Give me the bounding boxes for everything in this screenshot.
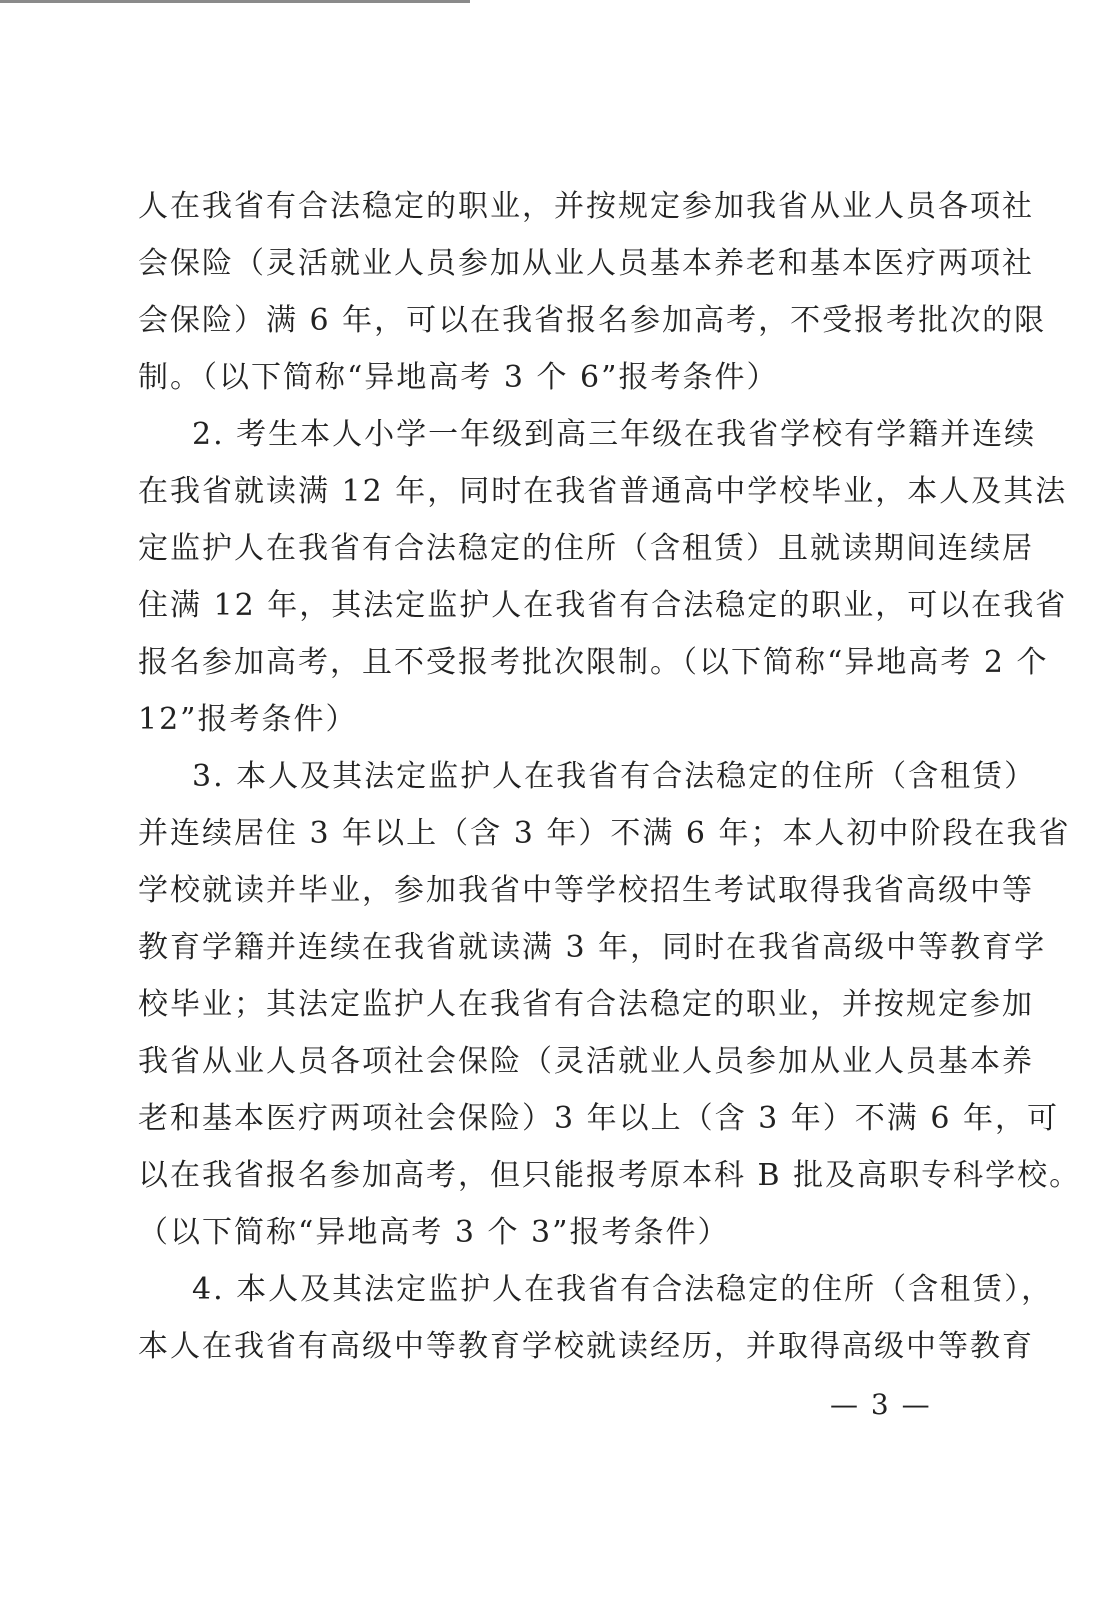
text-line: 会保险（灵活就业人员参加从业人员基本养老和基本医疗两项社: [138, 246, 1034, 281]
text-line: （以下简称“异地高考 3 个 3”报考条件）: [138, 1215, 730, 1250]
item-3-first-line: 3. 本人及其法定监护人在我省有合法稳定的住所（含租赁）: [192, 759, 1037, 794]
item-2-first-line: 2. 考生本人小学一年级到高三年级在我省学校有学籍并连续: [192, 417, 1037, 452]
text-line: 校毕业；其法定监护人在我省有合法稳定的职业，并按规定参加: [138, 987, 1034, 1022]
text-line: 人在我省有合法稳定的职业，并按规定参加我省从业人员各项社: [138, 189, 1034, 224]
text-line: 12”报考条件）: [138, 702, 358, 737]
text-line: 教育学籍并连续在我省就读满 3 年，同时在我省高级中等教育学: [138, 930, 1047, 965]
text-line: 定监护人在我省有合法稳定的住所（含租赁）且就读期间连续居: [138, 531, 1034, 566]
text-line: 本人在我省有高级中等教育学校就读经历，并取得高级中等教育: [138, 1329, 1034, 1364]
text-line: 老和基本医疗两项社会保险）3 年以上（含 3 年）不满 6 年，可: [138, 1101, 1059, 1136]
text-line: 以在我省报名参加高考，但只能报考原本科 B 批及高职专科学校。: [138, 1158, 1082, 1193]
text-line: 我省从业人员各项社会保险（灵活就业人员参加从业人员基本养: [138, 1044, 1034, 1079]
item-4-first-line: 4. 本人及其法定监护人在我省有合法稳定的住所（含租赁），: [192, 1272, 1054, 1307]
text-line: 报名参加高考，且不受报考批次限制。（以下简称“异地高考 2 个: [138, 645, 1049, 680]
page-number: — 3 —: [830, 1388, 932, 1421]
text-line: 并连续居住 3 年以上（含 3 年）不满 6 年；本人初中阶段在我省: [138, 816, 1071, 851]
top-border-line: [0, 0, 470, 3]
document-body: [138, 178, 1082, 1375]
text-line: 住满 12 年，其法定监护人在我省有合法稳定的职业，可以在我省: [138, 588, 1068, 623]
text-line: 会保险）满 6 年，可以在我省报名参加高考，不受报考批次的限: [138, 303, 1047, 338]
text-line: 在我省就读满 12 年，同时在我省普通高中学校毕业，本人及其法: [138, 474, 1068, 509]
text-line: 学校就读并毕业，参加我省中等学校招生考试取得我省高级中等: [138, 873, 1034, 908]
text-line: 制。（以下简称“异地高考 3 个 6”报考条件）: [138, 360, 779, 395]
